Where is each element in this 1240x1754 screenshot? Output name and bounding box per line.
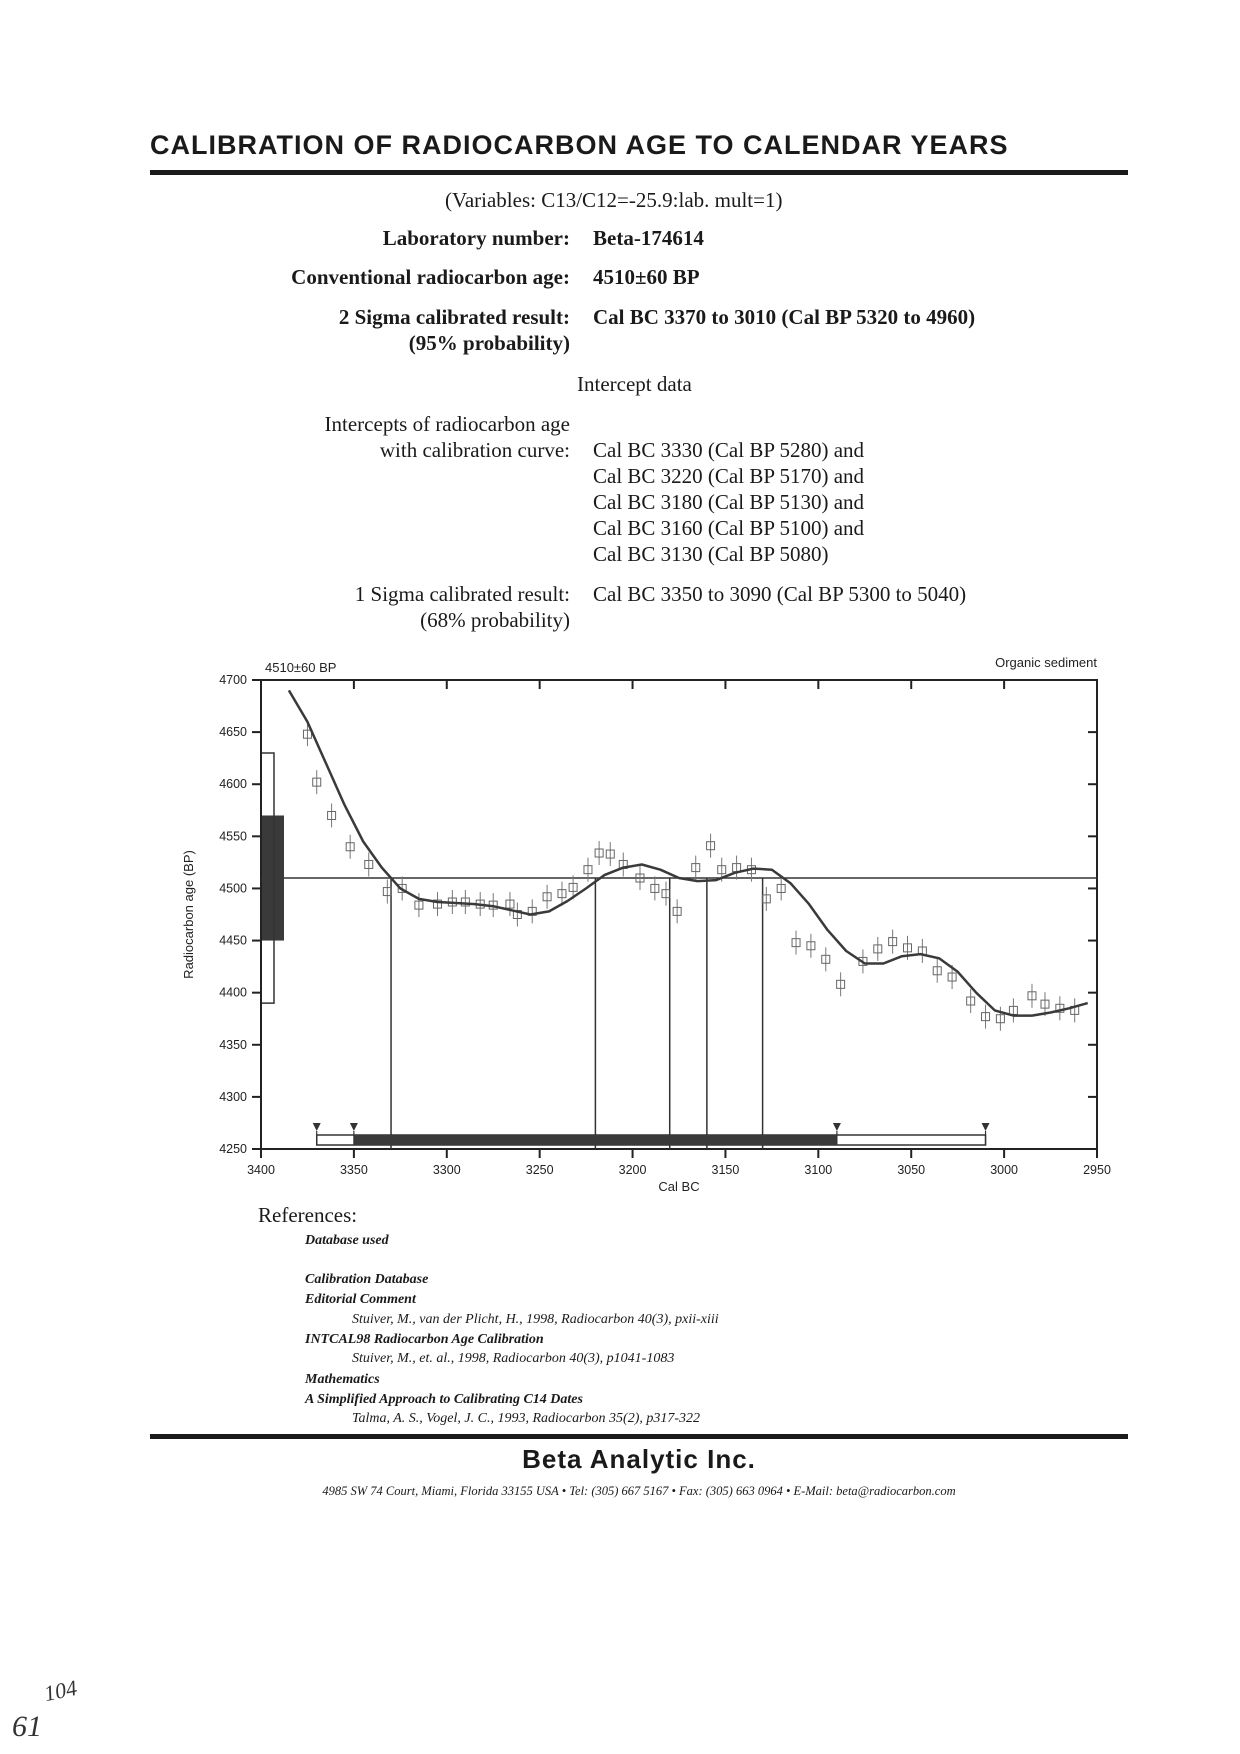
- bottom-rule: [150, 1434, 1128, 1439]
- two-sigma-probability: (95% probability): [408, 331, 570, 355]
- ref-mathematics: Mathematics: [305, 1372, 380, 1387]
- calibration-chart: [150, 650, 1130, 1210]
- y-tick-label: 4550: [219, 829, 247, 844]
- calibration-curve: [289, 690, 1088, 1015]
- ref-intcal-citation: Stuiver, M., et. al., 1998, Radiocarbon 40(3), p1041-1083: [352, 1351, 675, 1366]
- top-rule: [150, 170, 1128, 175]
- measured-age-label: 4510±60 BP: [265, 660, 337, 675]
- x-tick-label: 3350: [339, 1163, 368, 1177]
- y-tick-label: 4400: [219, 985, 247, 1000]
- range-marker: [350, 1123, 358, 1131]
- intercept-line: Cal BC 3130 (Cal BP 5080): [593, 542, 829, 566]
- y-tick-label: 4700: [219, 673, 247, 687]
- lab-number-value: Beta-174614: [593, 226, 704, 250]
- x-tick-label: 3200: [618, 1163, 647, 1177]
- range-marker: [313, 1123, 321, 1131]
- ref-intcal: INTCAL98 Radiocarbon Age Calibration: [305, 1332, 544, 1347]
- two-sigma-value: Cal BC 3370 to 3010 (Cal BP 5320 to 4960): [593, 305, 976, 329]
- ref-calibration-database: Calibration Database: [305, 1272, 429, 1287]
- company-name: Beta Analytic Inc.: [522, 1444, 756, 1474]
- ref-editorial-comment: Editorial Comment: [305, 1292, 416, 1307]
- x-tick-label: 3400: [247, 1163, 275, 1177]
- ref-simplified-citation: Talma, A. S., Vogel, J. C., 1993, Radiocarbon 35(2), p317-322: [352, 1411, 701, 1426]
- intercept-line: Cal BC 3160 (Cal BP 5100) and: [593, 516, 865, 540]
- ref-simplified: A Simplified Approach to Calibrating C14 Dates: [305, 1392, 583, 1407]
- sample-type-label: Organic sediment: [995, 655, 1097, 670]
- y-tick-label: 4250: [219, 1142, 247, 1156]
- one-sigma-range-bar: [354, 1135, 837, 1145]
- y-tick-label: 4350: [219, 1037, 247, 1052]
- x-tick-label: 3150: [711, 1163, 740, 1177]
- x-tick-label: 3100: [804, 1163, 833, 1177]
- document-title: CALIBRATION OF RADIOCARBON AGE TO CALENDAR YEARS: [150, 130, 1009, 160]
- references-heading: References:: [258, 1203, 358, 1227]
- y-axis-label: Radiocarbon age (BP): [181, 850, 196, 979]
- one-sigma-label: 1 Sigma calibrated result:: [354, 582, 570, 606]
- x-tick-label: 3000: [990, 1163, 1019, 1177]
- x-axis-label: Cal BC: [658, 1179, 700, 1194]
- y-tick-label: 4650: [219, 725, 247, 740]
- range-marker: [982, 1123, 990, 1131]
- intercept-line: Cal BC 3180 (Cal BP 5130) and: [593, 490, 865, 514]
- intercept-line: Cal BC 3330 (Cal BP 5280) and: [593, 438, 865, 462]
- variables-line: (Variables: C13/C12=-25.9:lab. mult=1): [445, 188, 783, 212]
- lab-number-label: Laboratory number:: [382, 226, 570, 250]
- ref-editorial-citation: Stuiver, M., van der Plicht, H., 1998, Radiocarbon 40(3), pxii-xiii: [352, 1312, 719, 1327]
- x-tick-label: 2950: [1083, 1163, 1111, 1177]
- intercepts-label: Intercepts of radiocarbon age: [324, 412, 570, 436]
- conventional-age-label: Conventional radiocarbon age:: [291, 265, 570, 289]
- range-marker: [833, 1123, 841, 1131]
- conventional-age-value: 4510±60 BP: [593, 265, 700, 289]
- plot-frame: [261, 680, 1097, 1149]
- y-tick-label: 4300: [219, 1089, 247, 1104]
- y-tick-label: 4600: [219, 777, 247, 792]
- y-tick-label: 4450: [219, 933, 247, 948]
- handwritten-note-top: 104: [41, 1674, 80, 1707]
- x-tick-label: 3300: [432, 1163, 461, 1177]
- one-sigma-probability: (68% probability): [420, 608, 570, 632]
- x-tick-label: 3050: [897, 1163, 926, 1177]
- intercept-heading: Intercept data: [577, 372, 692, 396]
- one-sigma-value: Cal BC 3350 to 3090 (Cal BP 5300 to 5040): [593, 582, 967, 606]
- x-tick-label: 3250: [525, 1163, 554, 1177]
- y-tick-label: 4500: [219, 881, 247, 896]
- handwritten-note-bottom: 61: [12, 1710, 42, 1743]
- two-sigma-label: 2 Sigma calibrated result:: [338, 305, 570, 329]
- one-sigma-age-bar: [262, 815, 284, 940]
- ref-database-used: Database used: [305, 1233, 389, 1248]
- intercepts-label-2: with calibration curve:: [379, 438, 570, 462]
- intercept-line: Cal BC 3220 (Cal BP 5170) and: [593, 464, 865, 488]
- company-address: 4985 SW 74 Court, Miami, Florida 33155 USA • Tel: (305) 667 5167 • Fax: (305) 663 0964 • E-Mail: beta@radiocarbon.com: [322, 1484, 956, 1498]
